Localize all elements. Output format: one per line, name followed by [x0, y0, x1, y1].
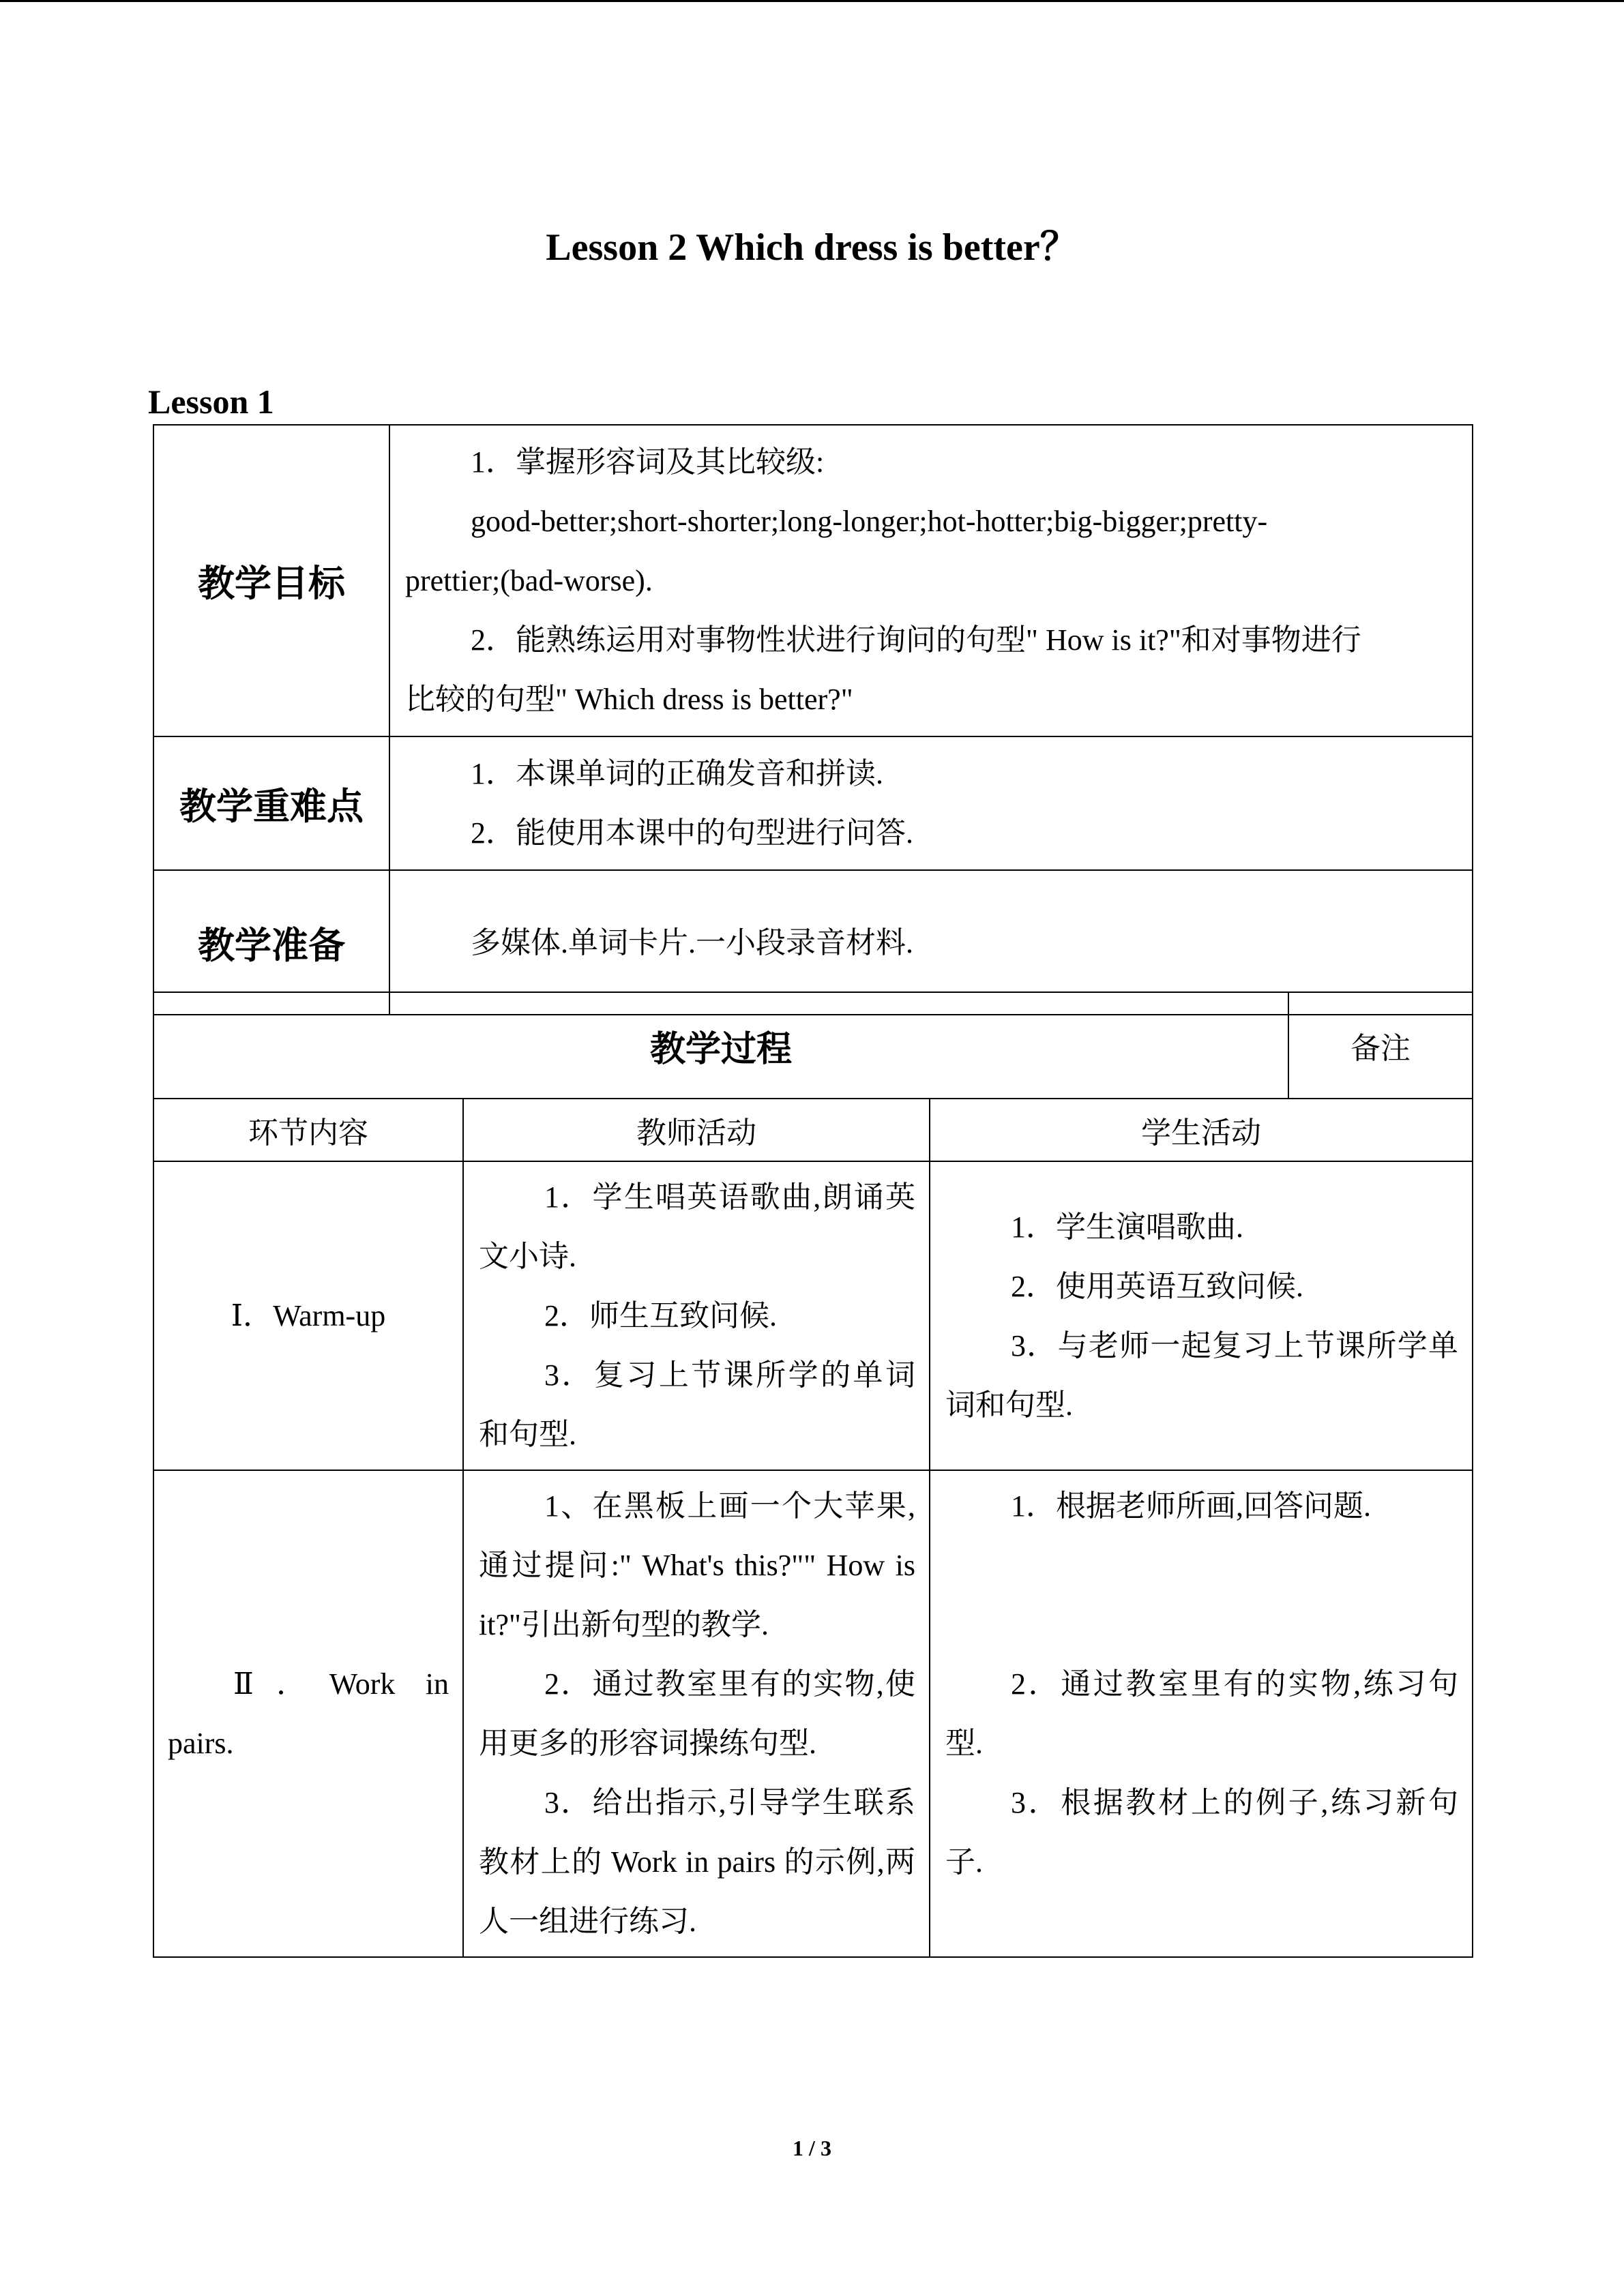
preparation-label: 教学准备	[153, 870, 389, 1015]
student-activities	[930, 1161, 1473, 1470]
key-points-line: 1．本课单词的正确发音和拼读.	[471, 757, 883, 790]
page-number: 1 / 3	[793, 2136, 831, 2160]
objectives-content	[389, 425, 1473, 736]
notes-label: 备注	[1288, 992, 1473, 1099]
table-row	[153, 1161, 1473, 1470]
preparation-text: 多媒体.单词卡片.一小段录音材料.	[471, 925, 913, 959]
top-border-line	[0, 0, 1624, 2]
student-activity: 3．与老师一起复习上节课所学单词和句型.	[945, 1328, 1458, 1422]
teacher-activity: 1、在黑板上画一个大苹果,通过提问:" What's this?"" How is it?"引出新句型的教学.	[479, 1489, 915, 1641]
lesson-label: Lesson 1	[148, 383, 274, 421]
spacer	[945, 1536, 1458, 1595]
process-table	[153, 1098, 1473, 1958]
table-row	[153, 1470, 1473, 1957]
objectives-line: good-better;short-shorter;long-longer;hot-hotter;big-bigger;pretty-	[471, 505, 1268, 538]
objectives-line: 1．掌握形容词及其比较级:	[471, 445, 825, 479]
stage-work-in-pairs: Ⅱ．Work in pairs.	[153, 1470, 463, 1957]
teacher-activity: 2．通过教室里有的实物,使用更多的形容词操练句型.	[479, 1667, 915, 1760]
student-activity: 3．根据教材上的例子,练习新句子.	[945, 1786, 1458, 1879]
objectives-row	[153, 425, 1473, 736]
teacher-activity: 2．师生互致问候.	[544, 1299, 777, 1332]
objectives-label: 教学目标	[153, 425, 389, 736]
spacer	[945, 1595, 1458, 1654]
column-header-teacher: 教师活动	[463, 1099, 930, 1161]
teacher-activity: 3．复习上节课所学的单词和句型.	[479, 1358, 915, 1451]
key-points-row	[153, 736, 1473, 870]
column-header-stage: 环节内容	[153, 1099, 463, 1161]
lesson-info-table	[153, 424, 1473, 1015]
objectives-line: 比较的句型" Which dress is better?"	[405, 683, 853, 716]
key-points-label: 教学重难点	[153, 736, 389, 870]
teacher-activity: 3．给出指示,引导学生联系教材上的 Work in pairs 的示例,两人一组进行练习.	[479, 1786, 915, 1938]
student-activity: 1．根据老师所画,回答问题.	[1011, 1489, 1371, 1523]
document-title: Lesson 2 Which dress is better？	[546, 226, 1078, 269]
student-activity: 2．使用英语互致问候.	[1011, 1269, 1303, 1303]
teacher-activity: 1．学生唱英语歌曲,朗诵英文小诗.	[479, 1180, 915, 1273]
key-points-line: 2．能使用本课中的句型进行问答.	[471, 816, 913, 850]
student-activity: 1．学生演唱歌曲.	[1011, 1210, 1243, 1244]
process-title: 教学过程	[153, 992, 1288, 1099]
stage-warm-up: Ⅰ．Warm-up	[153, 1161, 463, 1470]
objectives-line: 2．能熟练运用对事物性状进行询问的句型" How is it?"和对事物进行	[471, 623, 1361, 657]
teacher-activities	[463, 1161, 930, 1470]
teacher-activities	[463, 1470, 930, 1957]
student-activity: 2．通过教室里有的实物,练习句型.	[945, 1667, 1458, 1760]
column-header-student: 学生活动	[930, 1099, 1473, 1161]
key-points-content	[389, 736, 1473, 870]
process-column-headers	[153, 1099, 1473, 1161]
process-header-table	[153, 992, 1473, 1099]
objectives-line: prettier;(bad-worse).	[405, 564, 653, 597]
student-activities	[930, 1470, 1473, 1957]
